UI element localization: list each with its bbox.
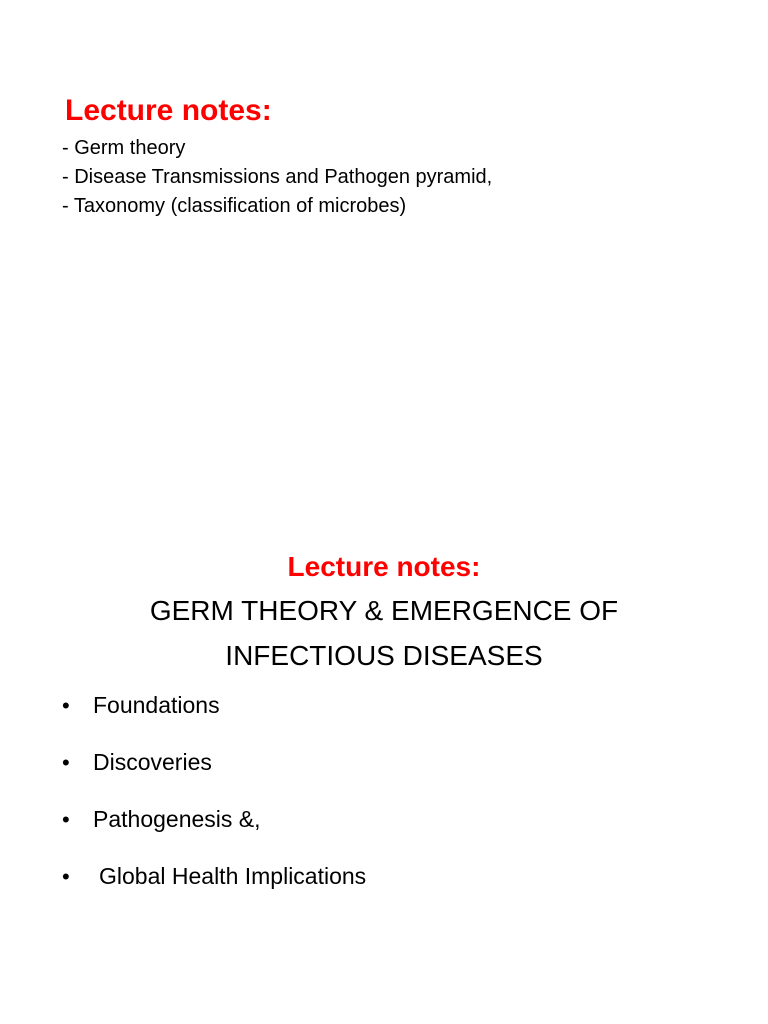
bullet-icon: • bbox=[62, 693, 70, 718]
bullet-icon: • bbox=[62, 807, 70, 832]
bullet-item bbox=[62, 799, 366, 856]
slide2-title-line2: INFECTIOUS DISEASES bbox=[225, 640, 543, 671]
bullet-label: Global Health Implications bbox=[99, 863, 367, 889]
bullet-item bbox=[62, 742, 366, 799]
list-item: - Taxonomy (classification of microbes) bbox=[62, 195, 407, 217]
slide2-bullet-list bbox=[62, 685, 366, 913]
bullet-label: Discoveries bbox=[93, 749, 212, 775]
slide2-title bbox=[0, 588, 768, 678]
bullet-item bbox=[62, 856, 366, 913]
slide1-heading: Lecture notes: bbox=[65, 94, 272, 127]
slide2-title-line1: GERM THEORY & EMERGENCE OF bbox=[149, 595, 619, 626]
bullet-icon: • bbox=[62, 750, 70, 775]
slide1-topic-list bbox=[62, 134, 492, 221]
bullet-label: Foundations bbox=[93, 692, 220, 718]
slide2-heading: Lecture notes: bbox=[287, 551, 481, 582]
bullet-label: Pathogenesis &, bbox=[93, 806, 261, 832]
bullet-icon: • bbox=[62, 864, 70, 889]
list-item: - Germ theory bbox=[62, 137, 186, 159]
list-item: - Disease Transmissions and Pathogen pyramid, bbox=[62, 166, 493, 188]
bullet-item bbox=[62, 685, 366, 742]
